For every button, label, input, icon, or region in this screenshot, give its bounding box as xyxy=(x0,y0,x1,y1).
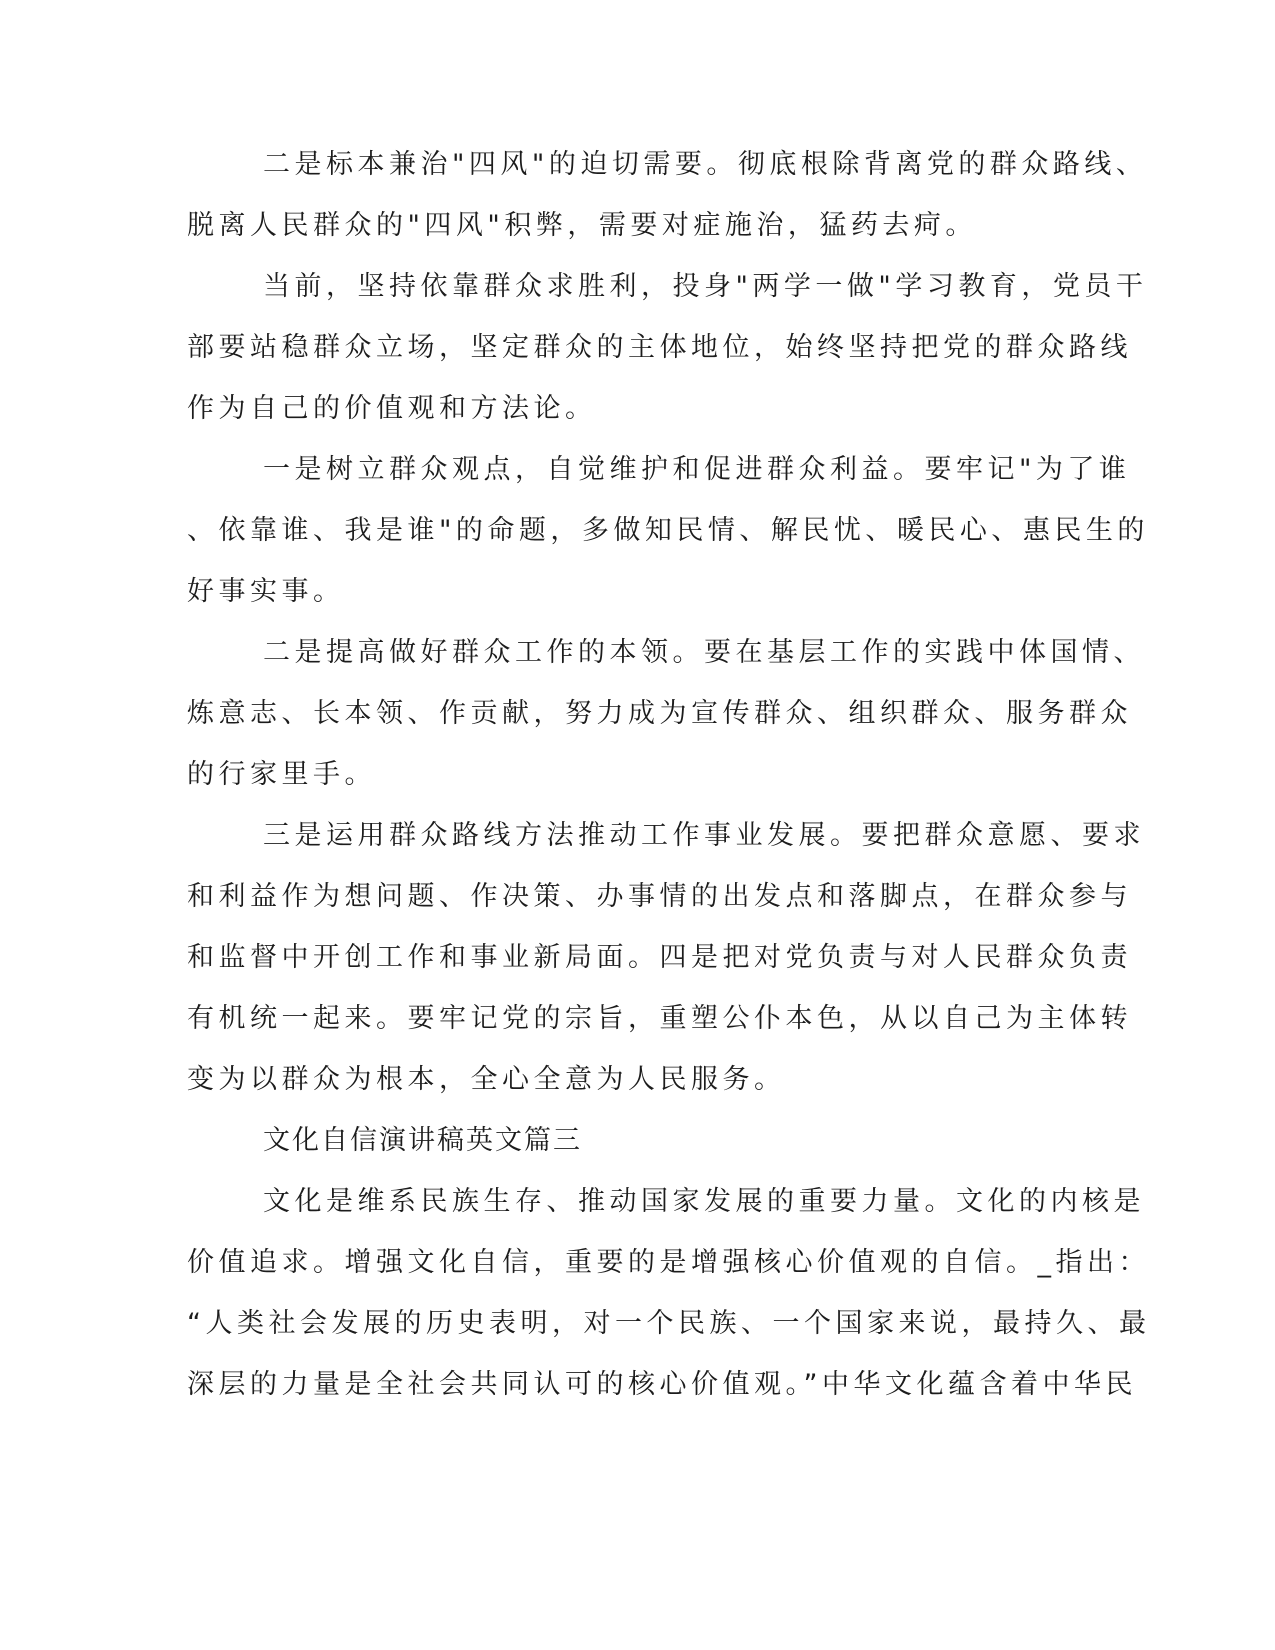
paragraph-line: 二是标本兼治"四风"的迫切需要。彻底根除背离党的群众路线、 xyxy=(263,149,1148,180)
paragraph-line: 脱离人民群众的"四风"积弊，需要对症施治，猛药去疴。 xyxy=(187,210,977,241)
paragraph-line: 一是树立群众观点，自觉维护和促进群众利益。要牢记"为了谁 xyxy=(263,454,1131,485)
paragraph-line: 的行家里手。 xyxy=(187,759,376,790)
document-body xyxy=(187,134,1151,1415)
paragraph-line: 好事实事。 xyxy=(187,576,345,607)
paragraph-line: 价值追求。增强文化自信，重要的是增强核心价值观的自信。_指出： xyxy=(187,1247,1150,1278)
paragraph-line: 当前，坚持依靠群众求胜利，投身"两学一做"学习教育，党员干 xyxy=(263,271,1148,302)
paragraph-line: 三是运用群众路线方法推动工作事业发展。要把群众意愿、要求 xyxy=(263,820,1145,851)
paragraph-line: 和监督中开创工作和事业新局面。四是把对党负责与对人民群众负责 xyxy=(187,942,1132,973)
paragraph-line: 文化是维系民族生存、推动国家发展的重要力量。文化的内核是 xyxy=(263,1186,1145,1217)
paragraph-line: 深层的力量是全社会共同认可的核心价值观。”中华文化蕴含着中华民 xyxy=(187,1369,1137,1400)
paragraph-line: 和利益作为想问题、作决策、办事情的出发点和落脚点，在群众参与 xyxy=(187,881,1132,912)
paragraph-line: 二是提高做好群众工作的本领。要在基层工作的实践中体国情、 xyxy=(263,637,1145,668)
section-heading: 文化自信演讲稿英文篇三 xyxy=(263,1125,582,1156)
paragraph-line: 变为以群众为根本，全心全意为人民服务。 xyxy=(187,1064,786,1095)
paragraph-line: “人类社会发展的历史表明，对一个民族、一个国家来说，最持久、最 xyxy=(187,1308,1151,1339)
paragraph-line: 部要站稳群众立场，坚定群众的主体地位，始终坚持把党的群众路线 xyxy=(187,332,1132,363)
paragraph-line: 有机统一起来。要牢记党的宗旨，重塑公仆本色，从以自己为主体转 xyxy=(187,1003,1132,1034)
paragraph-line: 炼意志、长本领、作贡献，努力成为宣传群众、组织群众、服务群众 xyxy=(187,698,1132,729)
paragraph-line: 、依靠谁、我是谁"的命题，多做知民情、解民忧、暖民心、惠民生的 xyxy=(187,515,1149,546)
paragraph-line: 作为自己的价值观和方法论。 xyxy=(187,393,597,424)
